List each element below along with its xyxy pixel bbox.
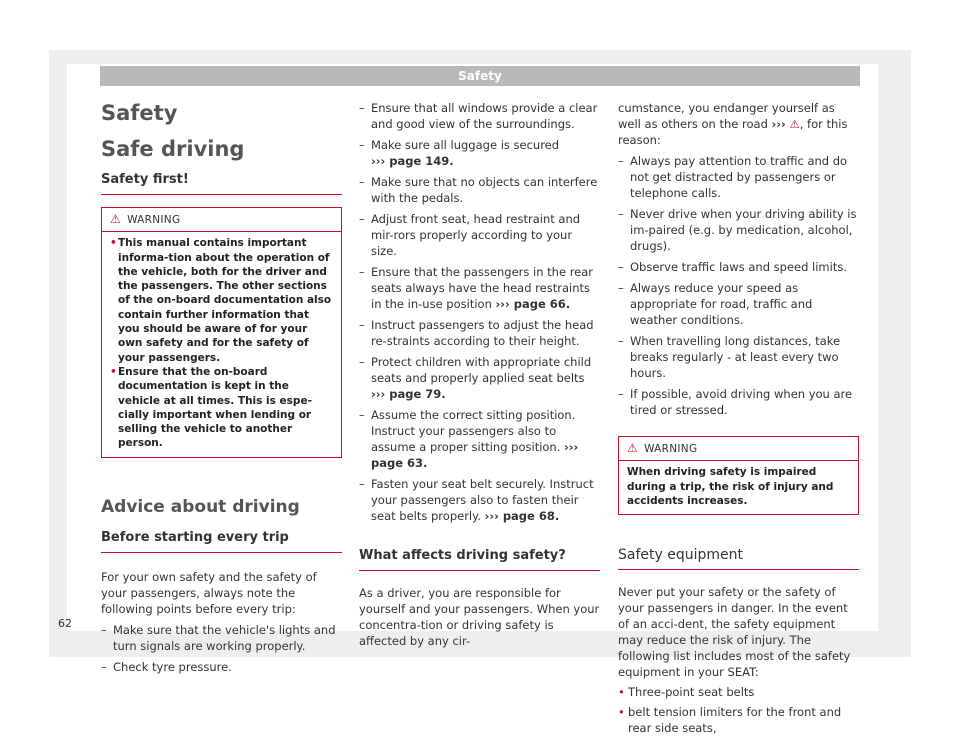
warning-triangle-icon: ⚠ xyxy=(789,117,800,131)
list-item: – Always pay attention to traffic and do not get distracted by passengers or telephone calls. xyxy=(618,154,848,200)
column-3 xyxy=(618,100,859,736)
list-item: – If possible, avoid driving when you are tired or stressed. xyxy=(618,387,853,417)
bullet-icon: • xyxy=(618,705,625,720)
warning-header xyxy=(619,437,858,461)
list-item: – Protect children with appropriate child seats and properly applied seat belts ››› page 79. xyxy=(359,355,592,401)
paragraph: Never put your safety or the safety of your passengers in danger. In the event of an acci-dent, the safety equipment may reduce the risk of injury. The following list includes most of the safety equipment in your SEAT: xyxy=(618,585,851,680)
page-reference-link[interactable]: ››› page 149. xyxy=(371,154,454,168)
column-2 xyxy=(359,100,600,649)
list-item: – Assume the correct sitting position. Instruct your passengers also to assume a proper sitting position. ››› page 63. xyxy=(359,408,579,470)
intro-paragraph: For your own safety and the safety of your passengers, always note the following points before every trip: xyxy=(101,569,317,616)
warning-label: WARNING xyxy=(127,214,181,226)
section-title-safe-driving: Safe driving xyxy=(101,137,245,161)
page-number: 62 xyxy=(58,617,72,630)
page-reference-link[interactable]: ››› page 79. xyxy=(371,387,446,401)
warning-box-2 xyxy=(618,436,859,515)
warning-header xyxy=(102,208,341,232)
warning-body: When driving safety is impaired during a trip, the risk of injury and accidents increases. xyxy=(627,466,834,507)
list-item: – Check tyre pressure. xyxy=(101,659,232,674)
list-item: – Fasten your seat belt securely. Instruct your passengers also to fasten their seat belts properly. ››› page 68. xyxy=(359,477,594,523)
subsection-title-safety-first: Safety first! xyxy=(101,172,342,195)
bullet-icon: • xyxy=(618,685,625,700)
reference-arrow[interactable]: ››› xyxy=(771,117,786,131)
bullet-icon: • xyxy=(110,237,117,250)
subsection-title-safety-equipment: Safety equipment xyxy=(618,547,859,570)
list-item: • belt tension limiters for the front and rear side seats, xyxy=(618,705,842,736)
page-reference-link[interactable]: ››› page 68. xyxy=(484,509,560,523)
column-1 xyxy=(101,100,342,675)
list-item: – Make sure that no objects can interfere with the pedals. xyxy=(359,175,598,205)
running-header: Safety xyxy=(100,66,860,86)
list-item: – Observe traffic laws and speed limits. xyxy=(618,260,847,274)
paragraph: As a driver, you are responsible for yourself and your passengers. When your concentra-tion or driving safety is affected by any cir- xyxy=(359,586,600,648)
subsection-title-before-trip: Before starting every trip xyxy=(101,530,342,553)
list-item: – Adjust front seat, head restraint and mir-rors properly according to your size. xyxy=(359,212,581,258)
list-item: – When travelling long distances, take breaks regularly - at least every two hours. xyxy=(618,334,841,380)
warning-triangle-icon: ⚠ xyxy=(627,441,639,455)
warning-body xyxy=(102,232,341,450)
warning-label: WARNING xyxy=(644,443,698,455)
list-item: • Three-point seat belts xyxy=(618,685,755,700)
warning-item: • Ensure that the on-board documentation is kept in the vehicle at all times. This is espe-cially important when lending or selling the vehicle to another person. xyxy=(110,365,312,450)
list-item: – Make sure that the vehicle's lights and turn signals are working properly. xyxy=(101,622,336,653)
list-item: – Ensure that the passengers in the rear seats always have the head restraints in the in-use position ››› page 66. xyxy=(359,265,594,311)
list-item: – Never drive when your driving ability is im-paired (e.g. by medication, alcohol, drugs). xyxy=(618,207,857,253)
page-reference-link[interactable]: ››› page 63. xyxy=(371,440,579,470)
bullet-icon: • xyxy=(110,365,117,378)
section-title-advice: Advice about driving xyxy=(101,496,300,517)
list-item: – Ensure that all windows provide a clear and good view of the surroundings. xyxy=(359,101,598,131)
list-item: – Make sure all luggage is secured ››› page 149. xyxy=(359,138,560,168)
warning-triangle-icon: ⚠ xyxy=(110,212,122,226)
chapter-title: Safety xyxy=(101,101,178,125)
subsection-title-driving-safety: What affects driving safety? xyxy=(359,548,600,571)
page-reference-link[interactable]: ››› page 66. xyxy=(495,297,571,311)
list-item: – Always reduce your speed as appropriate for road, traffic and weather conditions. xyxy=(618,281,813,327)
warning-box-1 xyxy=(101,207,342,458)
paragraph-continued: cumstance, you endanger yourself as well as others on the road ››› ⚠, for this reason: xyxy=(618,101,848,147)
list-item: – Instruct passengers to adjust the head re-straints according to their height. xyxy=(359,318,594,348)
warning-item: • This manual contains important informa-tion about the operation of the vehicle, both for the driver and the passengers. The other sections of the on-board documentation also contain further information that you should be aware of for your own safety and for the safety of your passengers. xyxy=(110,237,332,364)
